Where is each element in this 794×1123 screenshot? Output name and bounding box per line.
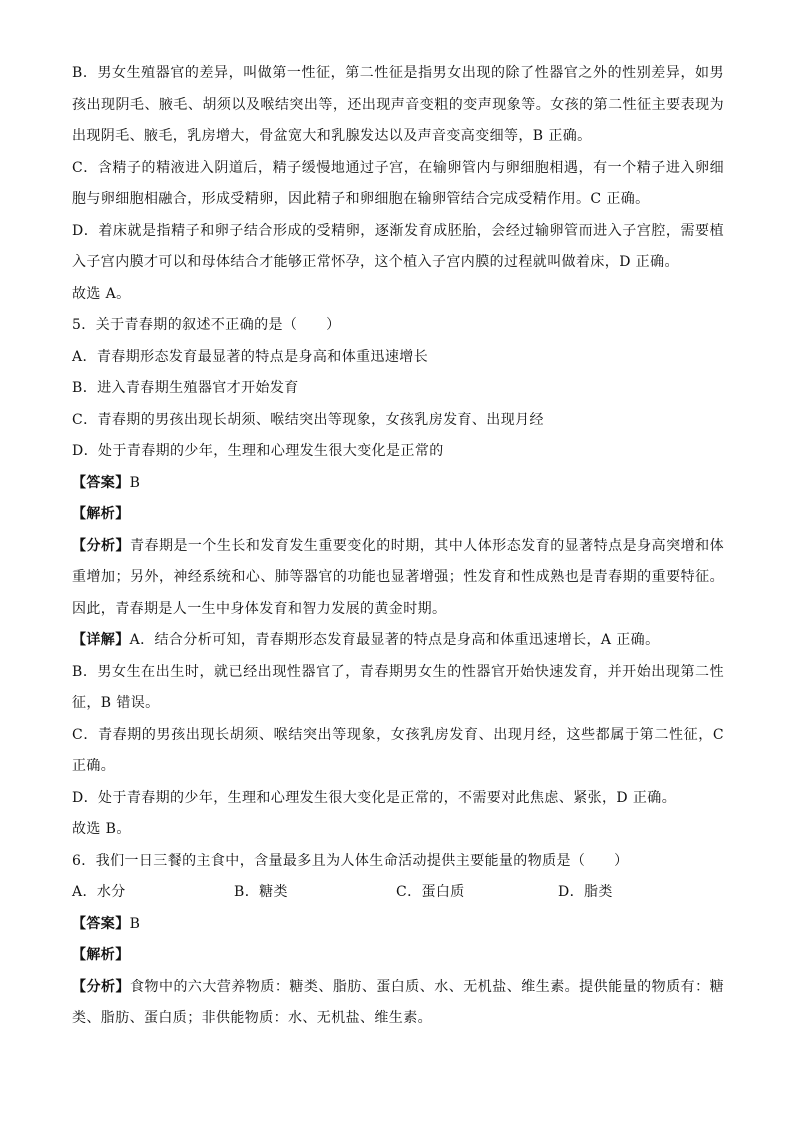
q4-option-b-explanation: B．男女生殖器官的差异，叫做第一性征，第二性征是指男女出现的除了性器官之外的性别差异，如男孩出现阴毛、腋毛、胡须以及喉结突出等，还出现声音变粗的变声现象等。女孩的第二性征主要表现为出现阴毛、腋毛，乳房增大，骨盆宽大和乳腺发达以及声音变高变细等，B 正确。 [72,65,724,144]
q6-option-d: D．脂类 [558,884,613,900]
document-page [72,58,724,1035]
q6-analysis-heading [72,940,724,972]
fenxi-tag: 【分析】 [72,537,130,554]
q5-option-d-explanation: D．处于青春期的少年，生理和心理发生很大变化是正常的，不需要对此焦虑、紧张，D 正确。 [72,789,677,806]
answer-value: B [129,915,141,932]
q6-option-a: A．水分 [72,884,126,900]
q4-option-c-explanation: C．含精子的精液进入阴道后，精子缓慢地通过子宫，在输卵管内与卵细胞相遇，有一个精子进入卵细胞与卵细胞相融合，形成受精卵，因此精子和卵细胞在输卵管结合完成受精作用。C 正确。 [72,159,724,207]
q6-stem: 6．我们一日三餐的主食中，含量最多且为人体生命活动提供主要能量的物质是（ ） [72,852,629,869]
q4-option-d-explanation: D．着床就是指精子和卵子结合形成的受精卵，逐渐发育成胚胎，会经过输卵管而进入子宫腔，需要植入子宫内膜才可以和母体结合才能够正常怀孕，这个植入子宫内膜的过程就叫做着床，D 正确。 [72,222,724,270]
q5-option-a: A．青春期形态发育最显著的特点是身高和体重迅速增长 [72,348,429,365]
q4-choice: 故选 A。 [72,285,131,302]
q5-xiangjie [72,625,724,657]
xiangjie-tag: 【详解】 [72,632,130,648]
q5-option-c: C．青春期的男孩出现长胡须、喉结突出等现象，女孩乳房发育、出现月经 [72,411,544,428]
answer-tag: 【答案】 [72,915,130,932]
q5-analysis-heading [72,499,724,531]
answer-tag: 【答案】 [72,474,130,491]
q5-option-b-explanation: B．男女生在出生时，就已经出现性器官了，青春期男女生的性器官开始快速发育，并开始出现第二性征，B 错误。 [72,663,724,711]
fenxi-tag: 【分析】 [72,978,130,995]
q5-fenxi [72,531,724,626]
q6-option-c: C．蛋白质 [396,884,465,900]
q6-option-b: B．糖类 [234,884,288,900]
fenxi-text: 食物中的六大营养物质：糖类、脂肪、蛋白质、水、无机盐、维生素。提供能量的物质有：糖类、脂肪、蛋白质；非供能物质：水、无机盐、维生素。 [72,978,724,1026]
q5-choice: 故选 B。 [72,821,131,837]
answer-value: B [129,474,141,491]
q5-stem: 5．关于青春期的叙述不正确的是（ ） [72,317,341,333]
analysis-tag: 【解析】 [72,947,130,963]
q6-options-row [72,877,724,909]
xiangjie-text: A．结合分析可知，青春期形态发育最显著的特点是身高和体重迅速增长，A 正确。 [129,632,660,648]
q5-answer [72,468,724,500]
fenxi-text: 青春期是一个生长和发育发生重要变化的时期，其中人体形态发育的显著特点是身高突增和体重增加；另外，神经系统和心、肺等器官的功能也显著增强；性发育和性成熟也是青春期的重要特征。因此，青春期是人一生中身体发育和智力发展的黄金时期。 [72,537,724,617]
analysis-tag: 【解析】 [72,506,130,522]
q6-fenxi [72,972,724,1035]
q5-option-b: B．进入青春期生殖器官才开始发育 [72,380,299,396]
q6-answer [72,909,724,941]
q5-option-d: D．处于青春期的少年，生理和心理发生很大变化是正常的 [72,443,444,459]
q5-option-c-explanation: C．青春期的男孩出现长胡须、喉结突出等现象，女孩乳房发育、出现月经，这些都属于第二性征，C 正确。 [72,726,724,774]
